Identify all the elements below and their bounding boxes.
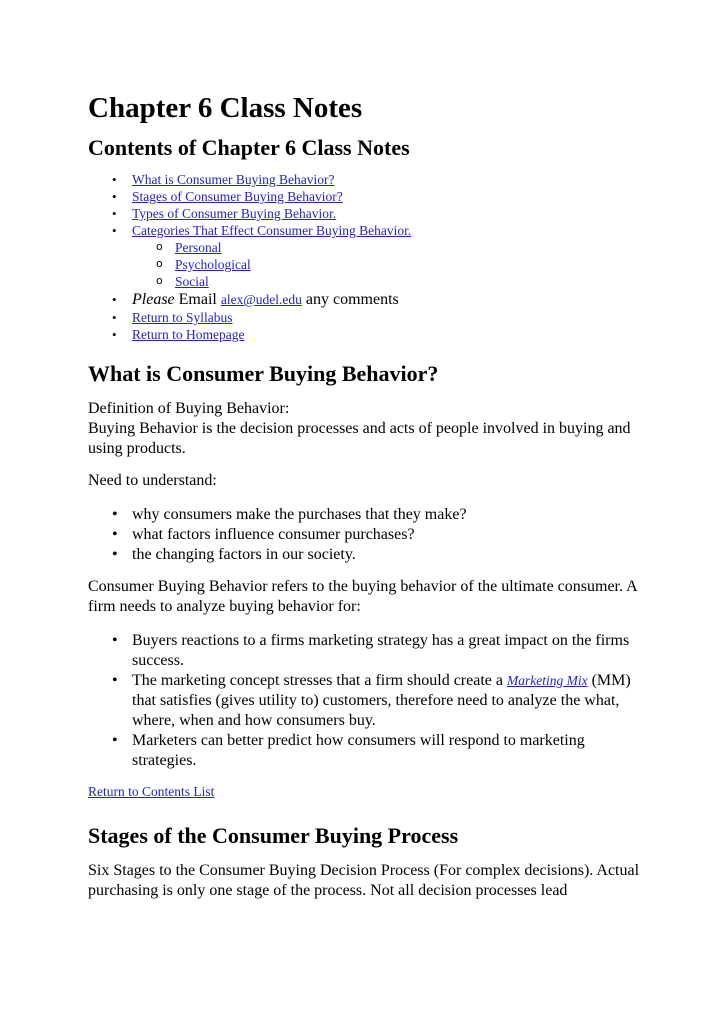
list-item: • the changing factors in our society.: [132, 545, 648, 565]
definition-text: Buying Behavior is the decision processes and acts of people involved in buying and using products.: [88, 420, 631, 457]
toc-item: [132, 188, 648, 205]
need-list: [88, 505, 648, 565]
toc-sublist: [132, 239, 648, 290]
syllabus-link[interactable]: Return to Syllabus: [132, 310, 233, 325]
toc-link-categories[interactable]: Categories That Effect Consumer Buying Behavior.: [132, 223, 412, 238]
homepage-link[interactable]: Return to Homepage: [132, 327, 245, 342]
page-title: Chapter 6 Class Notes: [88, 92, 363, 124]
need-to-understand: Need to understand:: [88, 472, 217, 489]
toc-link-what-is[interactable]: What is Consumer Buying Behavior?: [132, 172, 335, 187]
behavior-paragraph: Consumer Buying Behavior refers to the buying behavior of the ultimate consumer. A firm needs to analyze buying behavior for:: [88, 578, 637, 615]
toc-link-types[interactable]: Types of Consumer Buying Behavior.: [132, 206, 337, 221]
toc-subitem: [175, 239, 648, 256]
email-tail: any comments: [305, 291, 399, 308]
toc-subitem: [175, 273, 648, 290]
table-of-contents: [88, 171, 648, 343]
stages-text: Six Stages to the Consumer Buying Decision Process (For complex decisions). Actual purchasing is only one stage of the process. Not all decision processes lead: [88, 862, 640, 899]
toc-link-personal[interactable]: Personal: [175, 240, 222, 255]
toc-item: [132, 205, 648, 222]
bullet2-post: (MM) that satisfies (gives utility to) customers, therefore need to analyze the what, where, when and how consumers buy.: [132, 672, 631, 729]
toc-link-stages[interactable]: Stages of Consumer Buying Behavior?: [132, 189, 343, 204]
toc-link-social[interactable]: Social: [175, 274, 209, 289]
bullet2-pre: The marketing concept stresses that a firm should create a: [132, 672, 503, 689]
list-item: [132, 671, 648, 731]
toc-item: [132, 309, 648, 326]
contents-heading: Contents of Chapter 6 Class Notes: [88, 135, 410, 160]
please-text: Please: [132, 291, 175, 308]
toc-link-psychological[interactable]: Psychological: [175, 257, 251, 272]
toc-item: [132, 171, 648, 188]
list-item: • what factors influence consumer purchases?: [132, 525, 648, 545]
marketing-mix-link[interactable]: Marketing Mix: [506, 673, 588, 688]
list-item: • Marketers can better predict how consumers will respond to marketing strategies.: [132, 731, 648, 771]
toc-email-line: [132, 290, 648, 309]
return-to-contents-link[interactable]: Return to Contents List: [88, 784, 215, 799]
section-heading-what-is: What is Consumer Buying Behavior?: [88, 361, 439, 386]
toc-item: [132, 326, 648, 343]
section-heading-stages: Stages of the Consumer Buying Process: [88, 823, 459, 848]
email-word: Email: [178, 291, 217, 308]
email-link[interactable]: alex@udel.edu: [220, 292, 302, 307]
definition-title: Definition of Buying Behavior:: [88, 400, 290, 417]
toc-subitem: [175, 256, 648, 273]
reasons-list: [88, 631, 648, 771]
list-item: • Buyers reactions to a firms marketing strategy has a great impact on the firms success.: [132, 631, 648, 671]
toc-item: [132, 222, 648, 290]
list-item: • why consumers make the purchases that they make?: [132, 505, 648, 525]
